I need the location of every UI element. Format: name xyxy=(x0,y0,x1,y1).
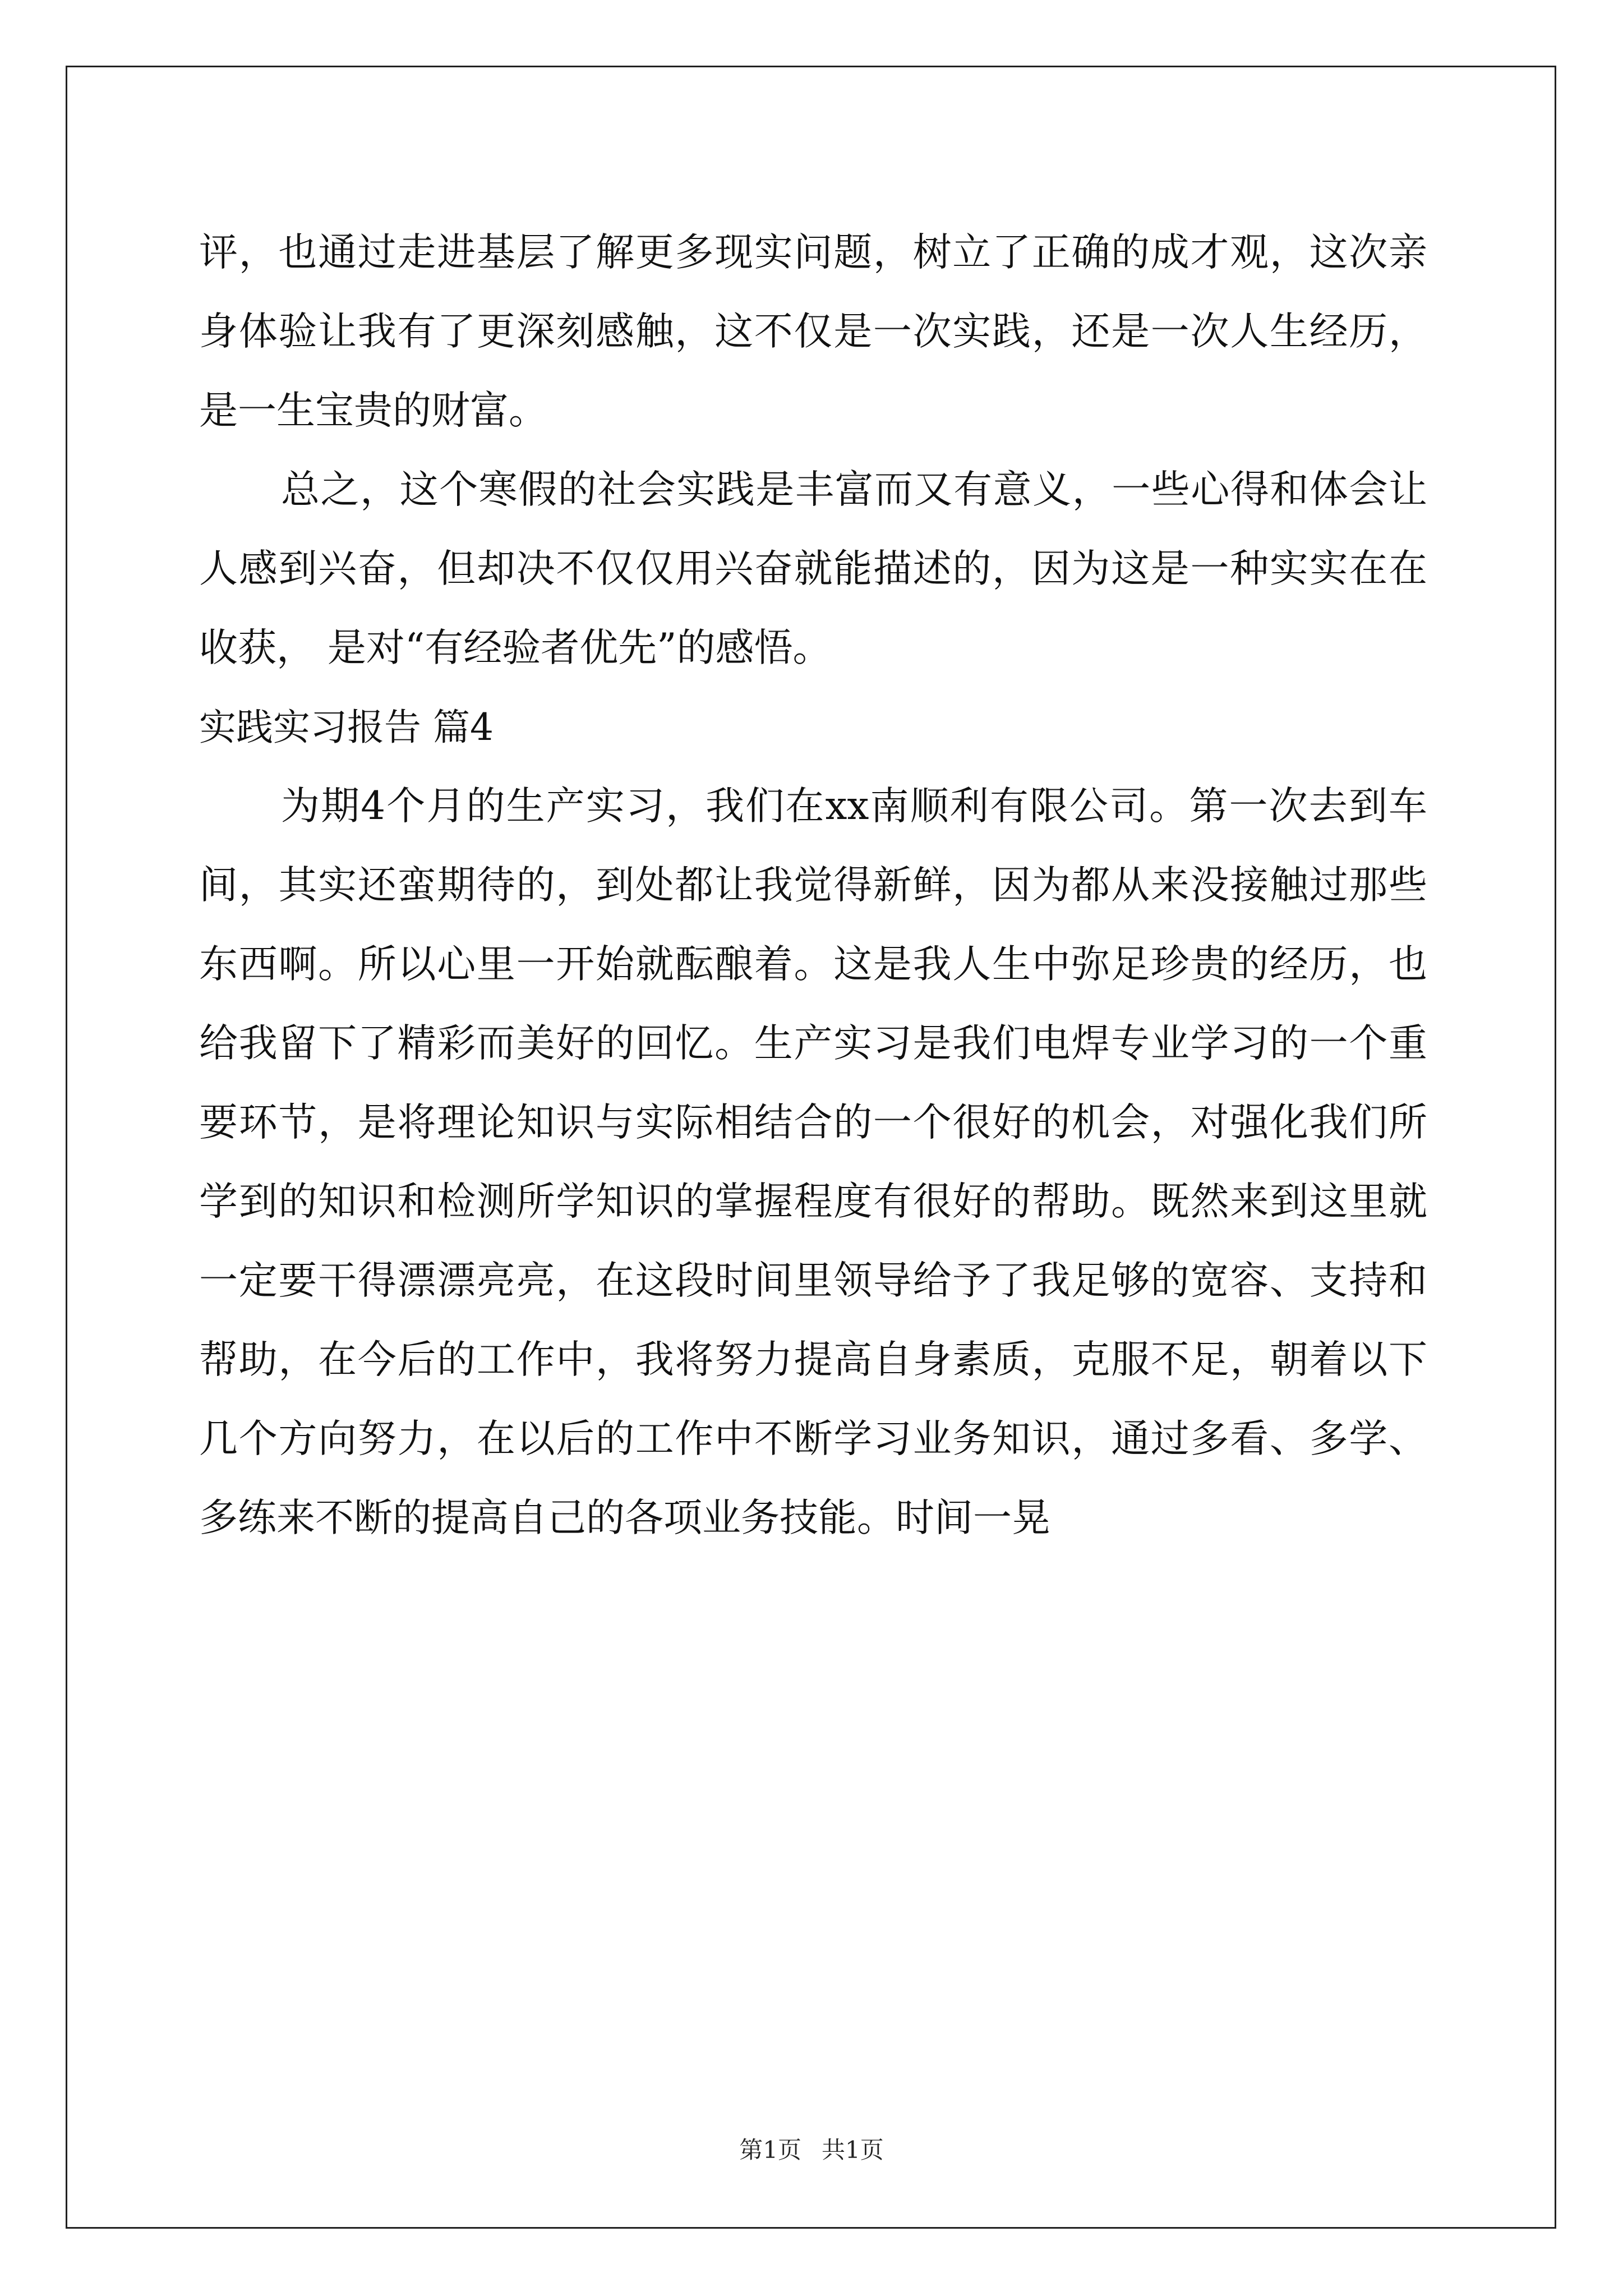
paragraph-continued: 评，也通过走进基层了解更多现实问题，树立了正确的成才观，这次亲身体验让我有了更深刻感触，这不仅是一次实践，还是一次人生经历，是一生宝贵的财富。 xyxy=(199,230,1427,433)
section-heading: 实践实习报告 篇4 xyxy=(199,706,494,749)
paragraph-summary: 总之，这个寒假的社会实践是丰富而又有意义，一些心得和体会让人感到兴奋，但却决不仅仅用兴奋就能描述的，因为这是一种实实在在收获， 是对“有经验者优先”的感悟。 xyxy=(199,467,1427,670)
page-number-total: 共1页 xyxy=(822,2136,884,2164)
page-number-current: 第1页 xyxy=(739,2136,801,2164)
document-body xyxy=(199,213,1427,1558)
page-footer xyxy=(0,2132,1623,2165)
paragraph-internship: 为期4个月的生产实习，我们在xx南顺利有限公司。第一次去到车间，其实还蛮期待的，到处都让我觉得新鲜，因为都从来没接触过那些东西啊。所以心里一开始就酝酿着。这是我人生中弥足珍贵的经历，也给我留下了精彩而美好的回忆。生产实习是我们电焊专业学习的一个重要环节，是将理论知识与实际相结合的一个很好的机会，对强化我们所学到的知识和检测所学知识的掌握程度有很好的帮助。既然来到这里就一定要干得漂漂亮亮，在这段时间里领导给予了我足够的宽容、支持和帮助，在今后的工作中，我将努力提高自身素质，克服不足，朝着以下几个方向努力，在以后的工作中不断学习业务知识，通过多看、多学、多练来不断的提高自己的各项业务技能。时间一晃 xyxy=(199,784,1427,1540)
